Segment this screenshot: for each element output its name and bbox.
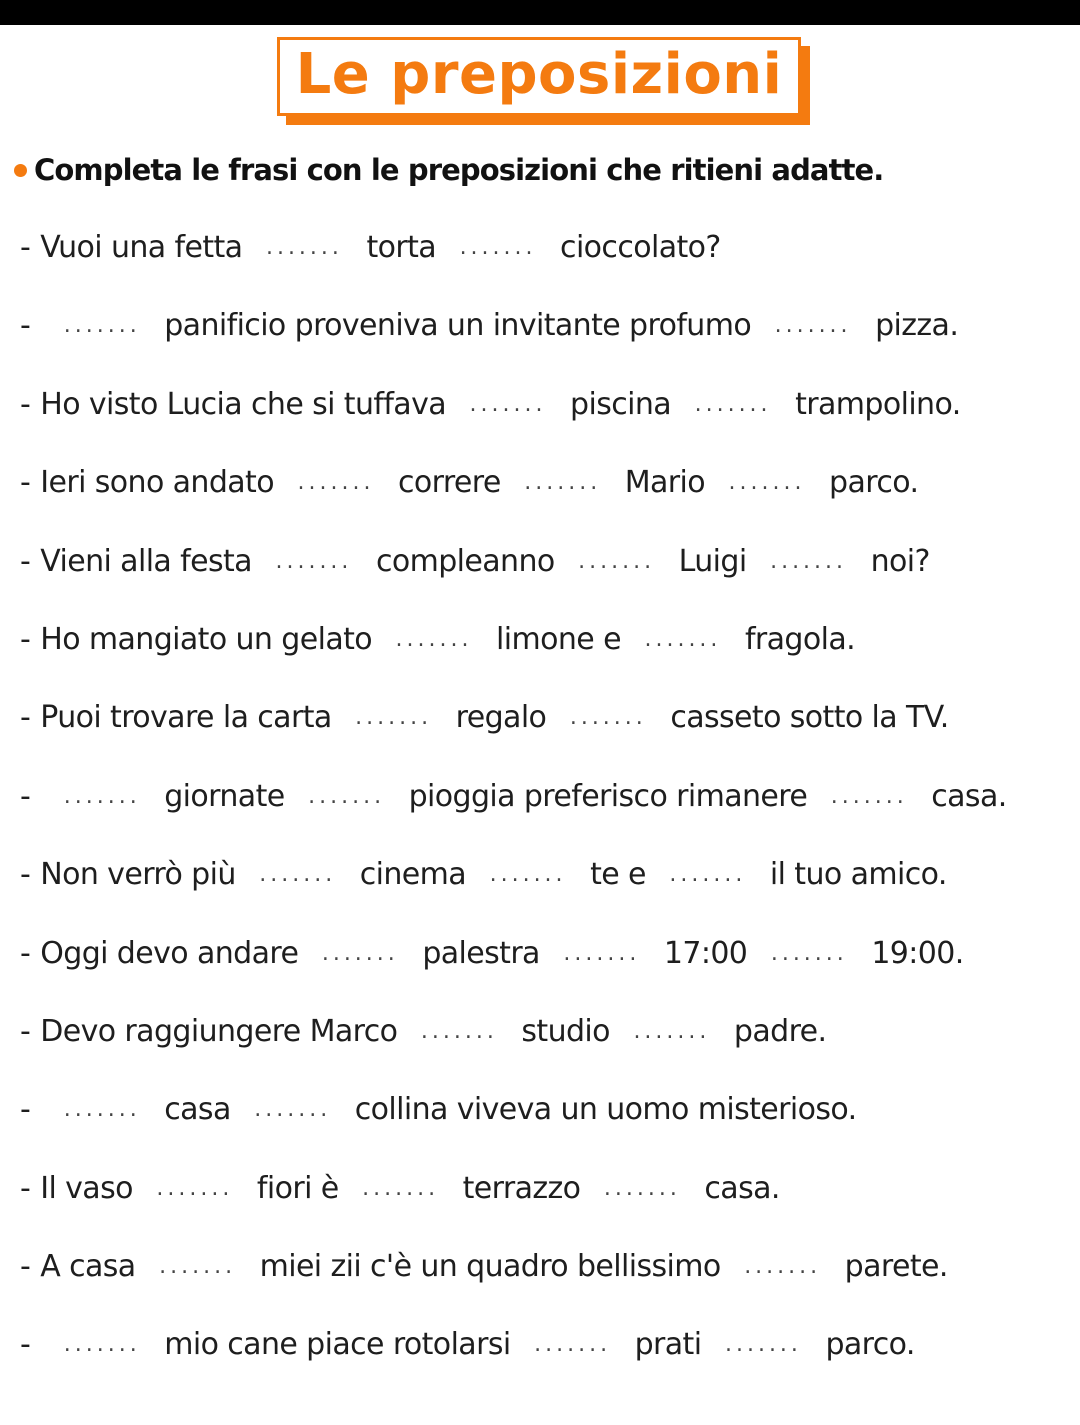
exercise-sentence [20, 776, 1072, 854]
sentence-text: miei zii c'è un quadro bellissimo [259, 1249, 721, 1285]
sentence-text: A casa [40, 1249, 136, 1285]
sentence-text: torta [366, 230, 437, 265]
fill-in-blank[interactable]: ....... [669, 862, 747, 888]
fill-in-blank[interactable]: ....... [259, 862, 337, 888]
exercise-sentence [20, 619, 1072, 697]
fill-in-blank[interactable]: ....... [63, 1097, 141, 1123]
fill-in-blank[interactable]: ....... [774, 313, 852, 339]
fill-in-blank[interactable]: ....... [569, 705, 647, 731]
sentence-dash: - [20, 1013, 31, 1049]
sentence-text: padre. [733, 1013, 827, 1049]
top-bar [0, 0, 1080, 25]
sentence-text: Puoi trovare la carta [40, 700, 332, 736]
sentence-text: Vuoi una fetta [40, 230, 243, 265]
fill-in-blank[interactable]: ....... [724, 1332, 802, 1358]
sentence-text: cioccolato? [560, 230, 721, 265]
fill-in-blank[interactable]: ....... [63, 1332, 141, 1358]
sentence-text: Devo raggiungere Marco [40, 1013, 398, 1049]
exercise-sentence [20, 1246, 1072, 1324]
sentence-text: compleanno [375, 543, 555, 579]
fill-in-blank[interactable]: ....... [156, 1175, 234, 1201]
exercise-sentence [20, 305, 1072, 383]
exercise-sentence [20, 1089, 1072, 1167]
instruction [14, 150, 883, 190]
sentence-text: giornate [164, 778, 285, 814]
fill-in-blank[interactable]: ....... [355, 705, 433, 731]
sentence-text: Il vaso [40, 1170, 133, 1206]
sentence-text: casseto sotto la TV. [670, 700, 949, 736]
fill-in-blank[interactable]: ....... [420, 1018, 498, 1044]
sentence-dash: - [20, 308, 31, 344]
fill-in-blank[interactable]: ....... [297, 470, 375, 496]
sentence-text: panificio proveniva un invitante profumo [164, 308, 752, 344]
fill-in-blank[interactable]: ....... [308, 783, 386, 809]
exercise-sentence [20, 384, 1072, 462]
fill-in-blank[interactable]: ....... [489, 862, 567, 888]
sentence-text: prati [634, 1327, 702, 1363]
sentence-text: Ho mangiato un gelato [40, 621, 373, 657]
sentence-text: Oggi devo andare [40, 935, 299, 971]
fill-in-blank[interactable]: ....... [744, 1254, 822, 1280]
fill-in-blank[interactable]: ....... [770, 548, 848, 574]
fill-in-blank[interactable]: ....... [321, 940, 399, 966]
fill-in-blank[interactable]: ....... [524, 470, 602, 496]
page-title: Le preposizioni [295, 41, 783, 107]
sentence-text: limone e [496, 621, 621, 657]
fill-in-blank[interactable]: ....... [159, 1254, 237, 1280]
fill-in-blank[interactable]: ....... [254, 1097, 332, 1123]
sentence-text: casa. [931, 778, 1007, 814]
sentence-text: Non verrò più [40, 857, 236, 893]
exercise-sentence [20, 462, 1072, 540]
exercise-list [20, 227, 1072, 1403]
exercise-sentence [20, 1011, 1072, 1089]
fill-in-blank[interactable]: ....... [395, 626, 473, 652]
sentence-dash: - [20, 935, 31, 971]
fill-in-blank[interactable]: ....... [830, 783, 908, 809]
sentence-text: fiori è [256, 1170, 339, 1206]
sentence-text: 19:00. [871, 935, 964, 971]
fill-in-blank[interactable]: ....... [694, 391, 772, 417]
sentence-text: collina viveva un uomo misterioso. [354, 1092, 857, 1128]
sentence-text: casa [164, 1092, 231, 1128]
sentence-text: parco. [825, 1327, 915, 1363]
sentence-text: Ho visto Lucia che si tuffava [40, 386, 447, 422]
sentence-text: palestra [422, 935, 540, 971]
fill-in-blank[interactable]: ....... [534, 1332, 612, 1358]
fill-in-blank[interactable]: ....... [362, 1175, 440, 1201]
sentence-text: il tuo amico. [769, 857, 947, 893]
sentence-dash: - [20, 543, 31, 579]
sentence-text: piscina [570, 386, 672, 422]
fill-in-blank[interactable]: ....... [603, 1175, 681, 1201]
sentence-dash: - [20, 1327, 31, 1363]
fill-in-blank[interactable]: ....... [578, 548, 656, 574]
fill-in-blank[interactable]: ....... [459, 235, 537, 260]
sentence-text: noi? [870, 543, 930, 579]
sentence-dash: - [20, 1092, 31, 1128]
sentence-text: casa. [704, 1170, 780, 1206]
title-badge [277, 37, 810, 125]
fill-in-blank[interactable]: ....... [633, 1018, 711, 1044]
sentence-text: mio cane piace rotolarsi [164, 1327, 511, 1363]
sentence-text: Luigi [678, 543, 747, 579]
sentence-text: Vieni alla festa [40, 543, 252, 579]
exercise-sentence [20, 541, 1072, 619]
sentence-text: parete. [844, 1249, 948, 1285]
sentence-text: correre [397, 465, 501, 501]
sentence-text: 17:00 [663, 935, 748, 971]
sentence-dash: - [20, 621, 31, 657]
sentence-dash: - [20, 857, 31, 893]
fill-in-blank[interactable]: ....... [563, 940, 641, 966]
sentence-text: Mario [624, 465, 706, 501]
fill-in-blank[interactable]: ....... [469, 391, 547, 417]
sentence-text: cinema [359, 857, 467, 893]
sentence-dash: - [20, 1170, 31, 1206]
sentence-dash: - [20, 778, 31, 814]
exercise-sentence [20, 854, 1072, 932]
exercise-sentence [20, 227, 1072, 305]
sentence-text: studio [521, 1013, 610, 1049]
title-box [277, 37, 801, 116]
sentence-dash: - [20, 465, 31, 501]
sentence-text: te e [590, 857, 646, 893]
sentence-dash: - [20, 386, 31, 422]
sentence-dash: - [20, 700, 31, 736]
sentence-text: Ieri sono andato [40, 465, 274, 501]
instruction-text: Completa le frasi con le preposizioni che ritieni adatte. [34, 153, 884, 187]
fill-in-blank[interactable]: ....... [644, 626, 722, 652]
sentence-text: fragola. [744, 621, 856, 657]
exercise-sentence [20, 1168, 1072, 1246]
exercise-sentence [20, 697, 1072, 775]
sentence-text: pizza. [875, 308, 959, 344]
bullet-icon [14, 164, 27, 177]
sentence-text: pioggia preferisco rimanere [408, 778, 808, 814]
sentence-text: trampolino. [795, 386, 961, 422]
fill-in-blank[interactable]: ....... [63, 313, 141, 339]
fill-in-blank[interactable]: ....... [275, 548, 353, 574]
sentence-text: parco. [829, 465, 919, 501]
sentence-text: terrazzo [462, 1170, 581, 1206]
fill-in-blank[interactable]: ....... [265, 235, 343, 260]
exercise-sentence [20, 933, 1072, 1011]
fill-in-blank[interactable]: ....... [728, 470, 806, 496]
fill-in-blank[interactable]: ....... [770, 940, 848, 966]
sentence-dash: - [20, 1249, 31, 1285]
exercise-sentence [20, 1324, 1072, 1402]
sentence-dash: - [20, 230, 31, 265]
fill-in-blank[interactable]: ....... [63, 783, 141, 809]
sentence-text: regalo [455, 700, 547, 736]
